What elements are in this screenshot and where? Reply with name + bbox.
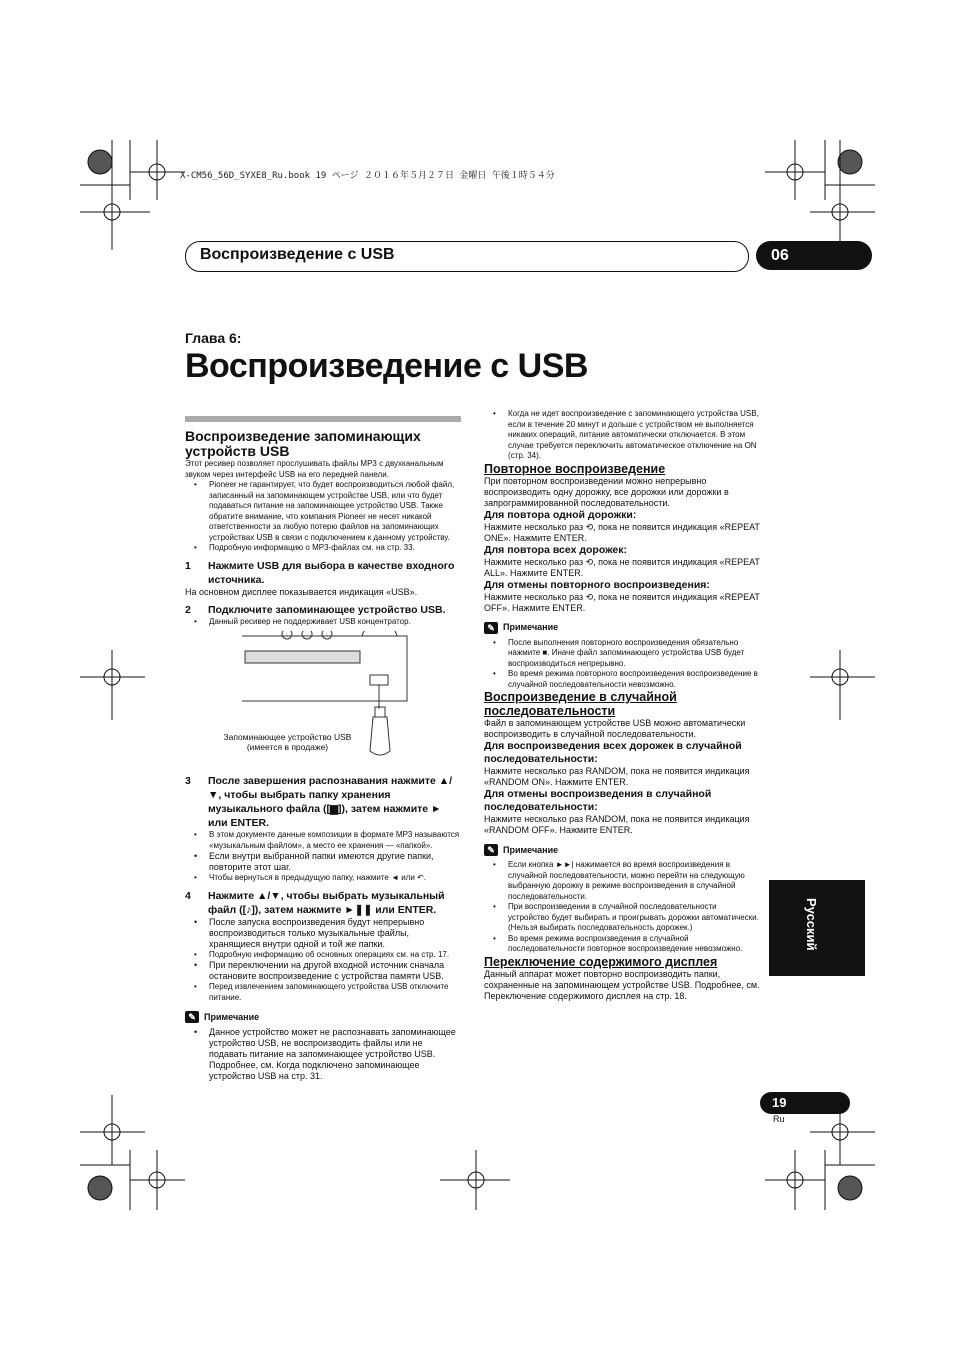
- random-off-heading: Для отмены воспроизведения в случайной последовательности:: [484, 788, 712, 813]
- right-column: [484, 409, 760, 1002]
- random-on-heading: Для воспроизведения всех дорожек в случайной последовательности:: [484, 740, 742, 765]
- figure-caption: Запоминающее устройство USB (имеется в продаже): [223, 732, 352, 752]
- repeat-off-heading: Для отмены повторного воспроизведения:: [484, 578, 710, 591]
- repeat-title: Повторное воспроизведение: [484, 461, 666, 476]
- list-item: • Если кнопка ►►| нажимается во время воспроизведения в случайной последовательности, можно перейти на следующую выбранную дорожку в режиме воспроизведения в случайной последовательности.: [484, 860, 760, 902]
- step-1-text: На основном дисплее показывается индикация «USB».: [185, 586, 418, 597]
- pencil-icon: ✎: [484, 844, 498, 856]
- list-item: • Во время режима повторного воспроизведения воспроизведение в случайной последовательности невозможно.: [484, 669, 760, 690]
- random-on-text: Нажмите несколько раз RANDOM, пока не появится индикация «RANDOM ON». Нажмите ENTER.: [484, 766, 750, 787]
- list-item: • Перед извлечением запоминающего устройства USB отключите питание.: [185, 982, 461, 1003]
- chapter-number-badge: 06: [756, 241, 872, 270]
- list-item: • После выполнения повторного воспроизведения обязательно нажмите ■. Иначе файл запоминающего устройства USB будет воспроизводиться непрерывно.: [484, 638, 760, 670]
- note-header: ✎ Примечание: [185, 1011, 461, 1023]
- list-item: • При воспроизведении в случайной последовательности устройство будет выбирать и проигрывать дорожки автоматически. (Нельзя выбирать последовательность дорожек.): [484, 902, 760, 934]
- list-item: • Когда не идет воспроизведение с запоминающего устройства USB, если в течение 20 минут и дольше с устройством не выполняется никаких операций, питание автоматически отключается. В этом случае требуется переключить автоматическое отключение на ON (стр. 34).: [484, 409, 760, 462]
- repeat-all-text: Нажмите несколько раз ⟲, пока не появится индикация «REPEAT ALL». Нажмите ENTER.: [484, 556, 760, 578]
- section-title: Воспроизведение запоминающих устройств USB: [185, 428, 421, 459]
- section-bar: [185, 416, 461, 422]
- step-2: 2 Подключите запоминающее устройство USB.: [185, 603, 446, 616]
- list-item: • Чтобы вернуться в предыдущую папку, нажмите ◄ или ↶.: [185, 873, 461, 884]
- header-title: Воспроизведение с USB: [200, 246, 395, 263]
- display-title: Переключение содержимого дисплея: [484, 954, 718, 969]
- list-item: • Данное устройство может не распознавать запоминающее устройство USB, не воспроизводить файлы или не подавать питание на запоминающее устройство USB. Подробнее, см. Когда подключено запоминающее устройство USB на стр. 31.: [185, 1027, 461, 1082]
- page-number: 19: [760, 1092, 850, 1114]
- list-item: • Подробную информацию об основных операциях см. на стр. 17.: [185, 950, 461, 961]
- note-header: ✎ Примечание: [484, 622, 760, 634]
- pencil-icon: ✎: [484, 622, 498, 634]
- intro-text: Этот ресивер позволяет прослушивать файлы MP3 с двухканальным звуком через интерфейс USB на его передней панели.: [185, 459, 444, 479]
- page-language: Ru: [773, 1114, 785, 1124]
- list-item: • Подробную информацию о MP3-файлах см. на стр. 33.: [185, 543, 461, 554]
- language-tab-label: Русский: [804, 898, 819, 951]
- print-header: X-CM56_56D_SYXE8_Ru.book 19 ページ ２０１６年５月２７日 金曜日 午後１時５４分: [180, 171, 555, 181]
- random-title: Воспроизведение в случайной последовательности: [484, 690, 677, 718]
- list-item: • После запуска воспроизведения будут непрерывно воспроизводиться только музыкальные файлы, хранящиеся внутри одной и той же папки.: [185, 917, 461, 950]
- list-item: • Если внутри выбранной папки имеются другие папки, повторите этот шаг.: [185, 851, 461, 873]
- pencil-icon: ✎: [185, 1011, 199, 1023]
- chapter-label: Глава 6:: [185, 330, 242, 346]
- list-item: • При переключении на другой входной источник сначала остановите воспроизведение с устройства памяти USB.: [185, 960, 461, 982]
- repeat-one-heading: Для повтора одной дорожки:: [484, 508, 637, 521]
- page-title: Воспроизведение с USB: [185, 347, 588, 385]
- step-1: 1 Нажмите USB для выбора в качестве входного источника.: [185, 559, 455, 586]
- repeat-one-text: Нажмите несколько раз ⟲, пока не появится индикация «REPEAT ONE». Нажмите ENTER.: [484, 521, 760, 543]
- random-off-text: Нажмите несколько раз RANDOM, пока не появится индикация «RANDOM OFF». Нажмите ENTER.: [484, 814, 750, 835]
- list-item: • Pioneer не гарантирует, что будет воспроизводиться любой файл, записанный на запоминающем устройстве USB, или что будет подаваться питание на запоминающее устройство USB. Также обратите внимание, что компания Pioneer не несет никакой ответственности за любую потерю файлов на запоминающих устройствах USB в связи с подключением к данному устройству.: [185, 480, 461, 543]
- list-item: • В этом документе данные композиции в формате MP3 называются «музыкальным файлом», а место ее хранения — «папкой».: [185, 830, 461, 851]
- repeat-intro: При повторном воспроизведении можно непрерывно воспроизводить одну дорожку, все дорожки или дорожки в запрограммированной последовательности.: [484, 475, 729, 508]
- display-text: Данный аппарат может повторно воспроизводить папки, сохраненные на запоминающем устройстве USB. Подробнее, см. Переключение содержимого дисплея на стр. 18.: [484, 968, 760, 1001]
- random-intro: Файл в запоминающем устройстве USB можно автоматически воспроизводить в случайной последовательности.: [484, 718, 746, 739]
- repeat-off-text: Нажмите несколько раз ⟲, пока не появится индикация «REPEAT OFF». Нажмите ENTER.: [484, 591, 760, 613]
- list-item: • Данный ресивер не поддерживает USB концентратор.: [185, 617, 461, 628]
- repeat-all-heading: Для повтора всех дорожек:: [484, 543, 628, 556]
- note-header: ✎ Примечание: [484, 844, 760, 856]
- step-3: 3 После завершения распознавания нажмите ▲/▼, чтобы выбрать папку хранения музыкального файла ([▆]), затем нажмите ► или ENTER.: [185, 775, 453, 829]
- step-4: 4 Нажмите ▲/▼, чтобы выбрать музыкальный файл ([♪]), затем нажмите ►❚❚ или ENTER.: [185, 889, 445, 916]
- list-item: • Во время режима воспроизведения в случайной последовательности повторное воспроизведение невозможно.: [484, 934, 760, 955]
